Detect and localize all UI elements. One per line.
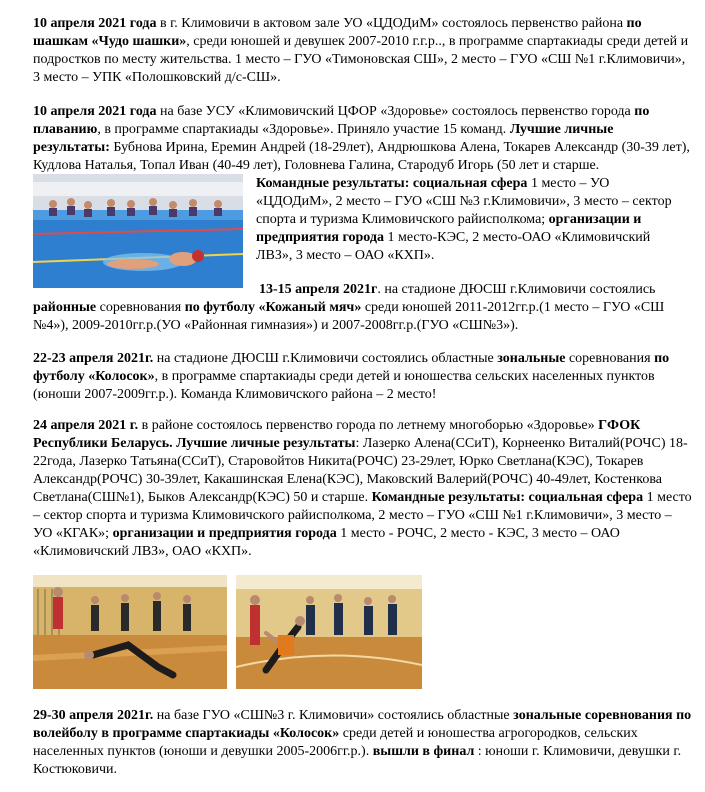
news-volleyball: 29-30 апреля 2021г. на базе ГУО «СШ№3 г. Климовичи» состоялись областные зональные соревнования по волейболу в программе спартакиады «Колосок» среди детей и юношества агрогородков, сельских населенных пунктов (юноши и девушки 2005-2006гг.р.). вышли в финал : юноши г. Климовичи, девушки г. Костюковичи. xyxy=(33,708,692,777)
date: 13-15 апреля 2021г xyxy=(259,282,378,297)
date: 29-30 апреля 2021г. xyxy=(33,708,154,723)
news-swimming-results: Командные результаты: социальная сфера 1 место – УО «ЦДОДиМ», 2 место – ГУО «СШ №3 г.Климовичи», 3 место – сектор спорта и туризма Климовичского райисполкома; организации и предприятия города 1 место-КЭС, 2 место-ОАО «Климовичский ЛВЗ», 3 место – ОАО «КХП». xyxy=(256,176,672,263)
news-football-kolosok: 22-23 апреля 2021г. на стадионе ДЮСШ г.Климовичи состоялись областные зональные соревнования по футболу «Колосок», в программе спартакиады среди детей и юношества сельских населенных пунктов (юноши 2007-2009гг.р.). Команда Климовичского района – 2 место! xyxy=(33,351,670,402)
date: 22-23 апреля 2021г. xyxy=(33,351,154,366)
swimming-pool-photo xyxy=(33,174,243,288)
news-football-leather: 13-15 апреля 2021г. на стадионе ДЮСШ г.Климовичи состоялись районные соревнования по футболу «Кожаный мяч» среди юношей 2011-2012гг.р.(1 место – ГУО «СШ №4»), 2009-2010гг.р.(УО «Районная гимназия») и 2007-2008гг.р.(ГУО «СШ№3»). xyxy=(33,282,665,333)
news-multievent: 24 апреля 2021 г. в районе состоялось первенство города по летнему многоборью «Здоровье» ГФОК Республики Беларусь. Лучшие личные результаты: Лазерко Алена(ССиТ), Корнеенко Виталий(РОЧС) 18-22года, Лазерко Татьяна(ССиТ), Старовойтов Никита(РОЧС) 23-29лет, Юрко Светлана(КЭС), Токарев Александр(РОЧС) 30-39лет, Какашинская Елена(КЭС), Маковский Валерий(РОЧС) 40-49лет, Костенкова Светлана(СШ№1), Быков Александр(КЭС) 50 и старше. Командные результаты: социальная сфера 1 место – сектор спорта и туризма Климовичского райисполкома, 2 место – ГУО «СШ №1 г.Климовичи», 3 место – УО «КГАК»; организации и предприятия города 1 место - РОЧС, 2 место - КЭС, 3 место – ОАО «Климовичский ЛВЗ», ОАО «КХП». xyxy=(33,418,692,559)
news-chess: 10 апреля 2021 года в г. Климовичи в актовом зале УО «ЦДОДиМ» состоялось первенство района по шашкам «Чудо шашки», среди юношей и девушек 2007-2010 г.г.р.., в программе спартакиады среди детей и подростков по месту жительства. 1 место – ГУО «Тимоновская СШ», 2 место – ГУО «СШ №1 г.Климовичи», 3 место – УПК «Полошковский д/с-СШ». xyxy=(33,16,689,85)
date: 10 апреля 2021 года xyxy=(33,16,157,31)
gym-throw-photo xyxy=(236,575,422,689)
date: 10 апреля 2021 года xyxy=(33,104,157,119)
date: 24 апреля 2021 г. xyxy=(33,418,139,433)
gym-long-jump-photo xyxy=(33,575,227,689)
news-swimming: 10 апреля 2021 года на базе УСУ «Климовичский ЦФОР «Здоровье» состоялось первенство города по плаванию, в программе спартакиады «Здоровье». Приняло участие 15 команд. Лучшие личные результаты: Бубнова Ирина, Еремин Андрей (18-29лет), Андрюшкова Алена, Токарев Александр (30-39 лет), Кудлова Наталья, Топал Иван (40-49 лет), Головнева Галина, Стародуб Игорь (50 лет и старше. xyxy=(33,104,690,173)
